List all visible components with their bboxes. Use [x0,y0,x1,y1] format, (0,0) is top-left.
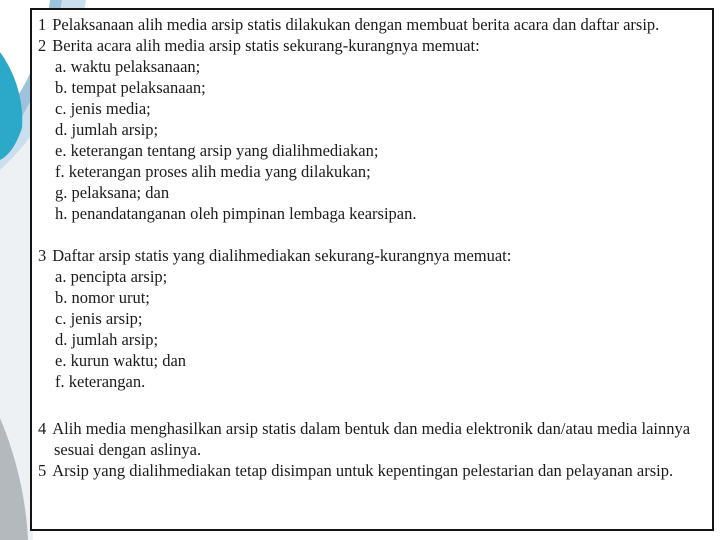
list-subitem: h. penandatanganan oleh pimpinan lembaga kearsipan. [55,204,417,223]
list-subitem: f. keterangan. [55,372,146,391]
list-subitem: g. pelaksana; dan [55,183,170,202]
item-number: 3 [38,246,47,265]
item-text: Pelaksanaan alih media arsip statis dilakukan dengan membuat berita acara dan daftar arsip. [52,15,660,34]
list-subitem: d. jumlah arsip; [55,120,159,139]
list-subitem: d. jumlah arsip; [55,330,159,349]
list-item [38,245,704,266]
list-subitem: e. kurun waktu; dan [55,351,187,370]
item-text: Arsip yang dialihmediakan tetap disimpan untuk kepentingan pelestarian dan pelayanan arsip. [52,461,674,480]
list-item [38,35,704,56]
item-text: Alih media menghasilkan arsip statis dalam bentuk dan media elektronik dan/atau media lainnya sesuai dengan aslinya. [52,419,691,459]
list-subitem: b. nomor urut; [55,288,150,307]
item-text: Berita acara alih media arsip statis sekurang-kurangnya memuat: [52,36,480,55]
item-text: Daftar arsip statis yang dialihmediakan sekurang-kurangnya memuat: [52,246,512,265]
list-subitem: c. jenis arsip; [55,309,143,328]
list-item [38,460,704,481]
slide-frame [30,8,714,531]
list-subitem: b. tempat pelaksanaan; [55,78,206,97]
item-number: 1 [38,15,47,34]
list-subitem: a. waktu pelaksanaan; [55,57,201,76]
item-number: 5 [38,461,47,480]
list-subitem: a. pencipta arsip; [55,267,168,286]
item-number: 2 [38,36,47,55]
list-subitem: e. keterangan tentang arsip yang dialihmediakan; [55,141,379,160]
list-subitem: f. keterangan proses alih media yang dilakukan; [55,162,371,181]
list-item [38,418,704,460]
list-item [38,14,704,35]
item-number: 4 [38,419,47,438]
list-subitem: c. jenis media; [55,99,151,118]
